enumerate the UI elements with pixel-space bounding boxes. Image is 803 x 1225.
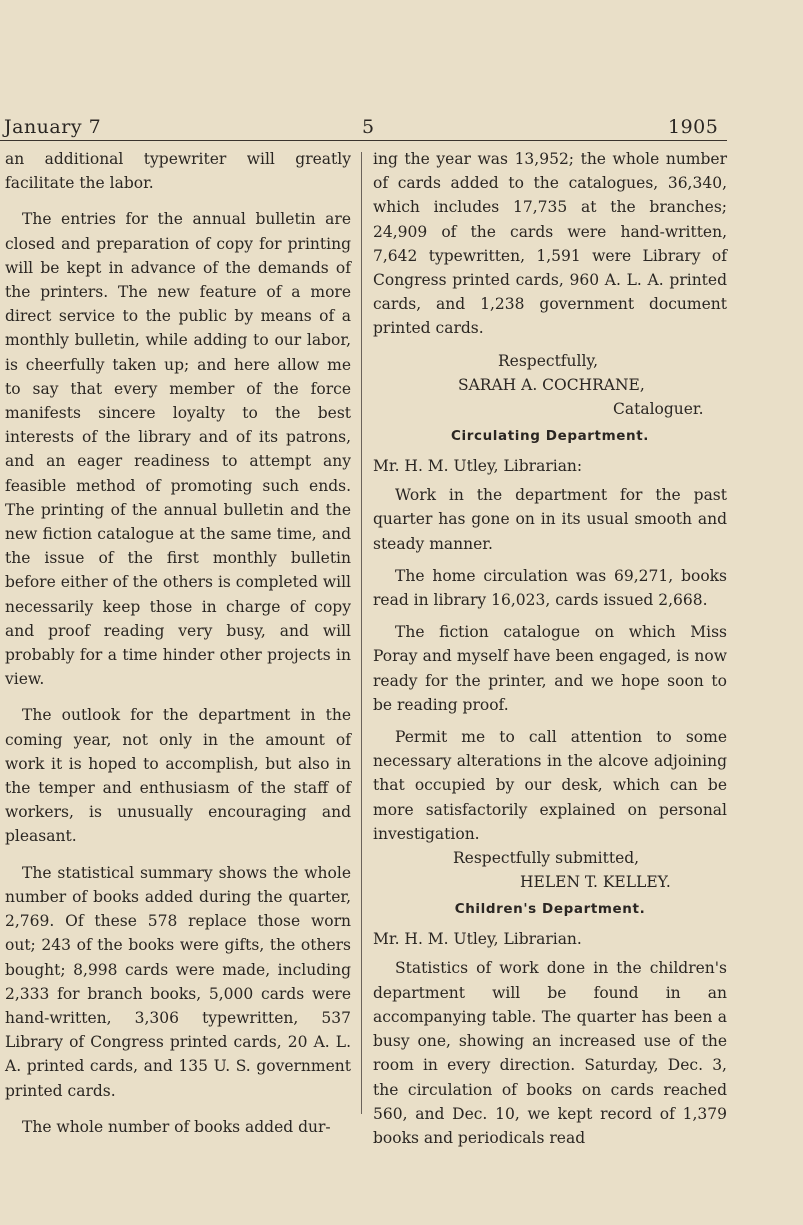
left-paragraph-5: The whole number of books added dur- — [22, 1117, 331, 1136]
circulating-closing: Respectfully submitted, — [453, 849, 640, 868]
right-column — [373, 147, 727, 1150]
left-paragraph-1: an additional typewriter will greatly facilitate the labor. — [5, 150, 351, 193]
childrens-salutation: Mr. H. M. Utley, Librarian. — [373, 930, 582, 949]
circulating-salutation: Mr. H. M. Utley, Librarian: — [373, 457, 583, 476]
column-divider — [361, 152, 362, 1114]
left-paragraph-2: The entries for the annual bulletin are closed and preparation of copy for printing will be kept in advance of the demands of the printers. The new feature of a more direct service to the public by means of a monthly bulletin, while adding to our labor, is cheerfully taken up; and here allow me to say that every member of the force manifests sincere loyalty to the best interests of the library and of its patrons, and an eager readiness to attempt any feasible method of promoting such ends. The printing of the annual bulletin and the new fiction catalogue at the same time, and the issue of the first monthly bulletin before either of the others is completed will necessarily keep those in charge of copy and proof reading very busy, and will probably for a time hinder other projects in view. — [5, 210, 351, 689]
header-page-number: 5 — [362, 116, 375, 138]
childrens-heading: Children's Department. — [454, 901, 646, 918]
cataloguing-closing: Respectfully, — [498, 351, 599, 370]
cataloguing-signer-name: SARAH A. COCHRANE, — [458, 375, 645, 394]
header-rule — [0, 140, 727, 141]
circulating-paragraph-4: Permit me to call attention to some necessary alterations in the alcove adjoining that occupied by our desk, which can be more satisfactorily explained on personal investigation. — [373, 728, 727, 843]
childrens-paragraph: Statistics of work done in the children's department will be found in an accompanying table. The quarter has been a busy one, showing an increased use of the room in every direction. Saturday, Dec. 3, the circulation of books on cards reached 560, and Dec. 10, we kept record of 1,379 books and periodicals read — [373, 959, 727, 1147]
header-year: 1905 — [668, 116, 719, 138]
cataloguing-continuation: ing the year was 13,952; the whole number of cards added to the catalogues, 36,340, which includes 17,735 at the branches; 24,909 of the cards were hand-written, 7,642 typewritten, 1,591 were Library of Congress printed cards, 960 A. L. A. printed cards, and 1,238 government document printed cards. — [373, 150, 727, 338]
circulating-paragraph-3: The fiction catalogue on which Miss Poray and myself have been engaged, is now ready for the printer, and we hope soon to be reading proof. — [373, 623, 727, 714]
circulating-paragraph-2: The home circulation was 69,271, books read in library 16,023, cards issued 2,668. — [373, 566, 727, 610]
left-column — [5, 147, 351, 1151]
cataloguing-signer-title: Cataloguer. — [613, 400, 704, 419]
circulating-heading: Circulating Department. — [450, 428, 650, 445]
circulating-paragraph-1: Work in the department for the past quarter has gone on in its usual smooth and steady manner. — [373, 486, 727, 553]
left-paragraph-4: The statistical summary shows the whole number of books added during the quarter, 2,769. Of these 578 replace those worn out; 243 of the books were gifts, the others bought; 8,998 cards were made, including 2,333 for branch books, 5,000 cards were hand-written, 3,306 typewritten, 537 Library of Congress printed cards, 20 A. L. A. printed cards, and 135 U. S. government printed cards. — [5, 863, 351, 1100]
left-paragraph-3: The outlook for the department in the coming year, not only in the amount of work it is hoped to accomplish, but also in the temper and enthusiasm of the staff of workers, is unusually encouraging and pleasant. — [5, 706, 351, 846]
page-header — [0, 116, 803, 146]
circulating-signer-name: HELEN T. KELLEY. — [520, 873, 671, 892]
header-date: January 7 — [4, 116, 102, 138]
